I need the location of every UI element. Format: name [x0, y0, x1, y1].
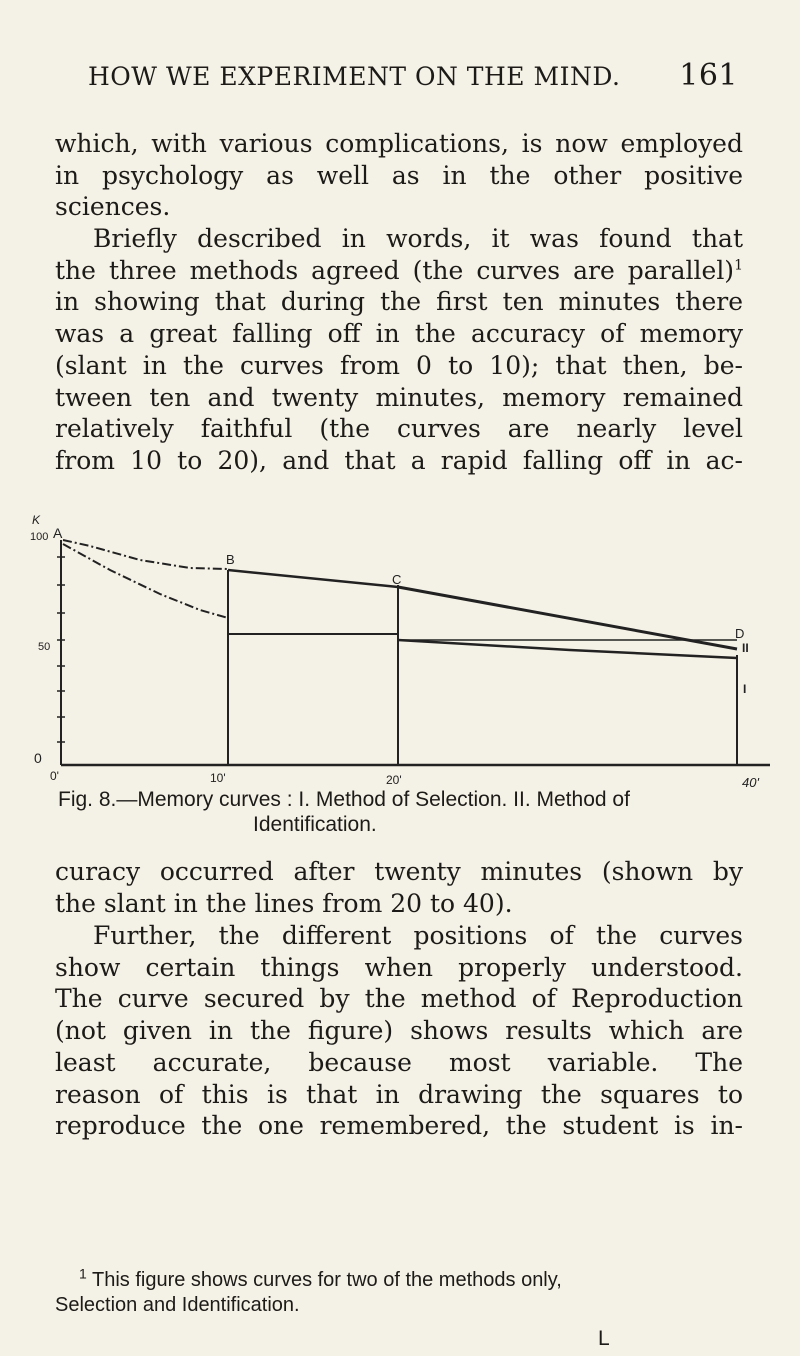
footnote-marker: 1 — [79, 1265, 87, 1282]
curve-lower-level — [398, 640, 737, 658]
page-number: 161 — [679, 58, 738, 93]
text-line: (slant in the curves from 0 to 10); that then, be- — [55, 350, 743, 380]
footnote-line — [55, 1265, 743, 1293]
text-line: show certain things when properly understood. — [55, 952, 743, 982]
text-line: the slant in the lines from 20 to 40). — [55, 888, 513, 918]
paragraph-1 — [55, 128, 743, 223]
footnote — [55, 1265, 743, 1318]
text-line: sciences. — [55, 192, 171, 222]
text-line — [55, 255, 743, 287]
label-curve-c: C — [392, 572, 402, 587]
text-line: tween ten and twenty minutes, memory remained — [55, 382, 743, 412]
caption-text: —Memory curves : I. Method of Selection. II. Method of — [116, 788, 630, 811]
label-curve-d: D — [735, 626, 745, 641]
footnote-line: Selection and Identification. — [55, 1294, 300, 1316]
text-line: The curve secured by the method of Reproduction — [55, 984, 743, 1014]
label-curve-a: A — [53, 525, 63, 541]
running-head — [88, 58, 738, 93]
figure-labels — [30, 513, 759, 790]
text-line: least accurate, because most variable. The — [55, 1047, 743, 1077]
label-y-letter: K — [32, 513, 41, 527]
label-y-mid: 50 — [38, 641, 51, 653]
signature-mark: L — [598, 1327, 610, 1350]
paragraph-2 — [55, 223, 743, 477]
caption-fig-number: Fig. 8. — [58, 788, 117, 811]
curve-selection — [63, 544, 228, 618]
label-x-40: 40' — [742, 775, 759, 790]
text-line-body: the three methods agreed (the curves are parallel) — [55, 255, 735, 285]
text-line: was a great falling off in the accuracy of memory — [55, 319, 743, 349]
text-line: in showing that during the first ten minutes there — [55, 287, 743, 317]
caption-text-continued: Identification. — [253, 813, 377, 836]
figure-caption — [58, 787, 798, 837]
text-line: relatively faithful (the curves are nearly level — [55, 414, 743, 444]
text-line: (not given in the figure) shows results which are — [55, 1016, 743, 1046]
label-curve-b: B — [226, 552, 235, 567]
text-line: reason of this is that in drawing the squares to — [55, 1079, 743, 1109]
paragraph-3 — [55, 856, 743, 919]
text-line: from 10 to 20), and that a rapid falling off in ac- — [55, 445, 743, 475]
text-line: curacy occurred after twenty minutes (shown by — [55, 857, 743, 886]
label-y-top: 100 — [30, 531, 49, 543]
label-x-20: 20' — [386, 773, 402, 787]
label-right-ii: II — [742, 641, 749, 655]
label-x-10: 10' — [210, 771, 226, 785]
curve-identification — [63, 540, 228, 569]
text-line: in psychology as well as in the other positive — [55, 160, 743, 190]
memory-curves-figure — [30, 510, 800, 795]
label-origin: 0 — [34, 750, 42, 766]
label-x-zero: 0' — [50, 769, 59, 783]
text-line: Further, the different positions of the curves — [93, 921, 743, 950]
figure-frame — [61, 540, 770, 765]
label-right-i: I — [743, 682, 747, 696]
text-line: Briefly described in words, it was found that — [93, 224, 743, 253]
paragraph-4 — [55, 920, 743, 1142]
running-head-title: HOW WE EXPERIMENT ON THE MIND. — [88, 62, 621, 91]
curve-upper-level — [228, 570, 398, 587]
footnote-ref: 1 — [734, 257, 743, 274]
footnote-text: This figure shows curves for two of the methods only, — [86, 1269, 562, 1291]
text-line: reproduce the one remembered, the student is in- — [55, 1111, 743, 1141]
text-line: which, with various complications, is now employed — [55, 129, 743, 158]
